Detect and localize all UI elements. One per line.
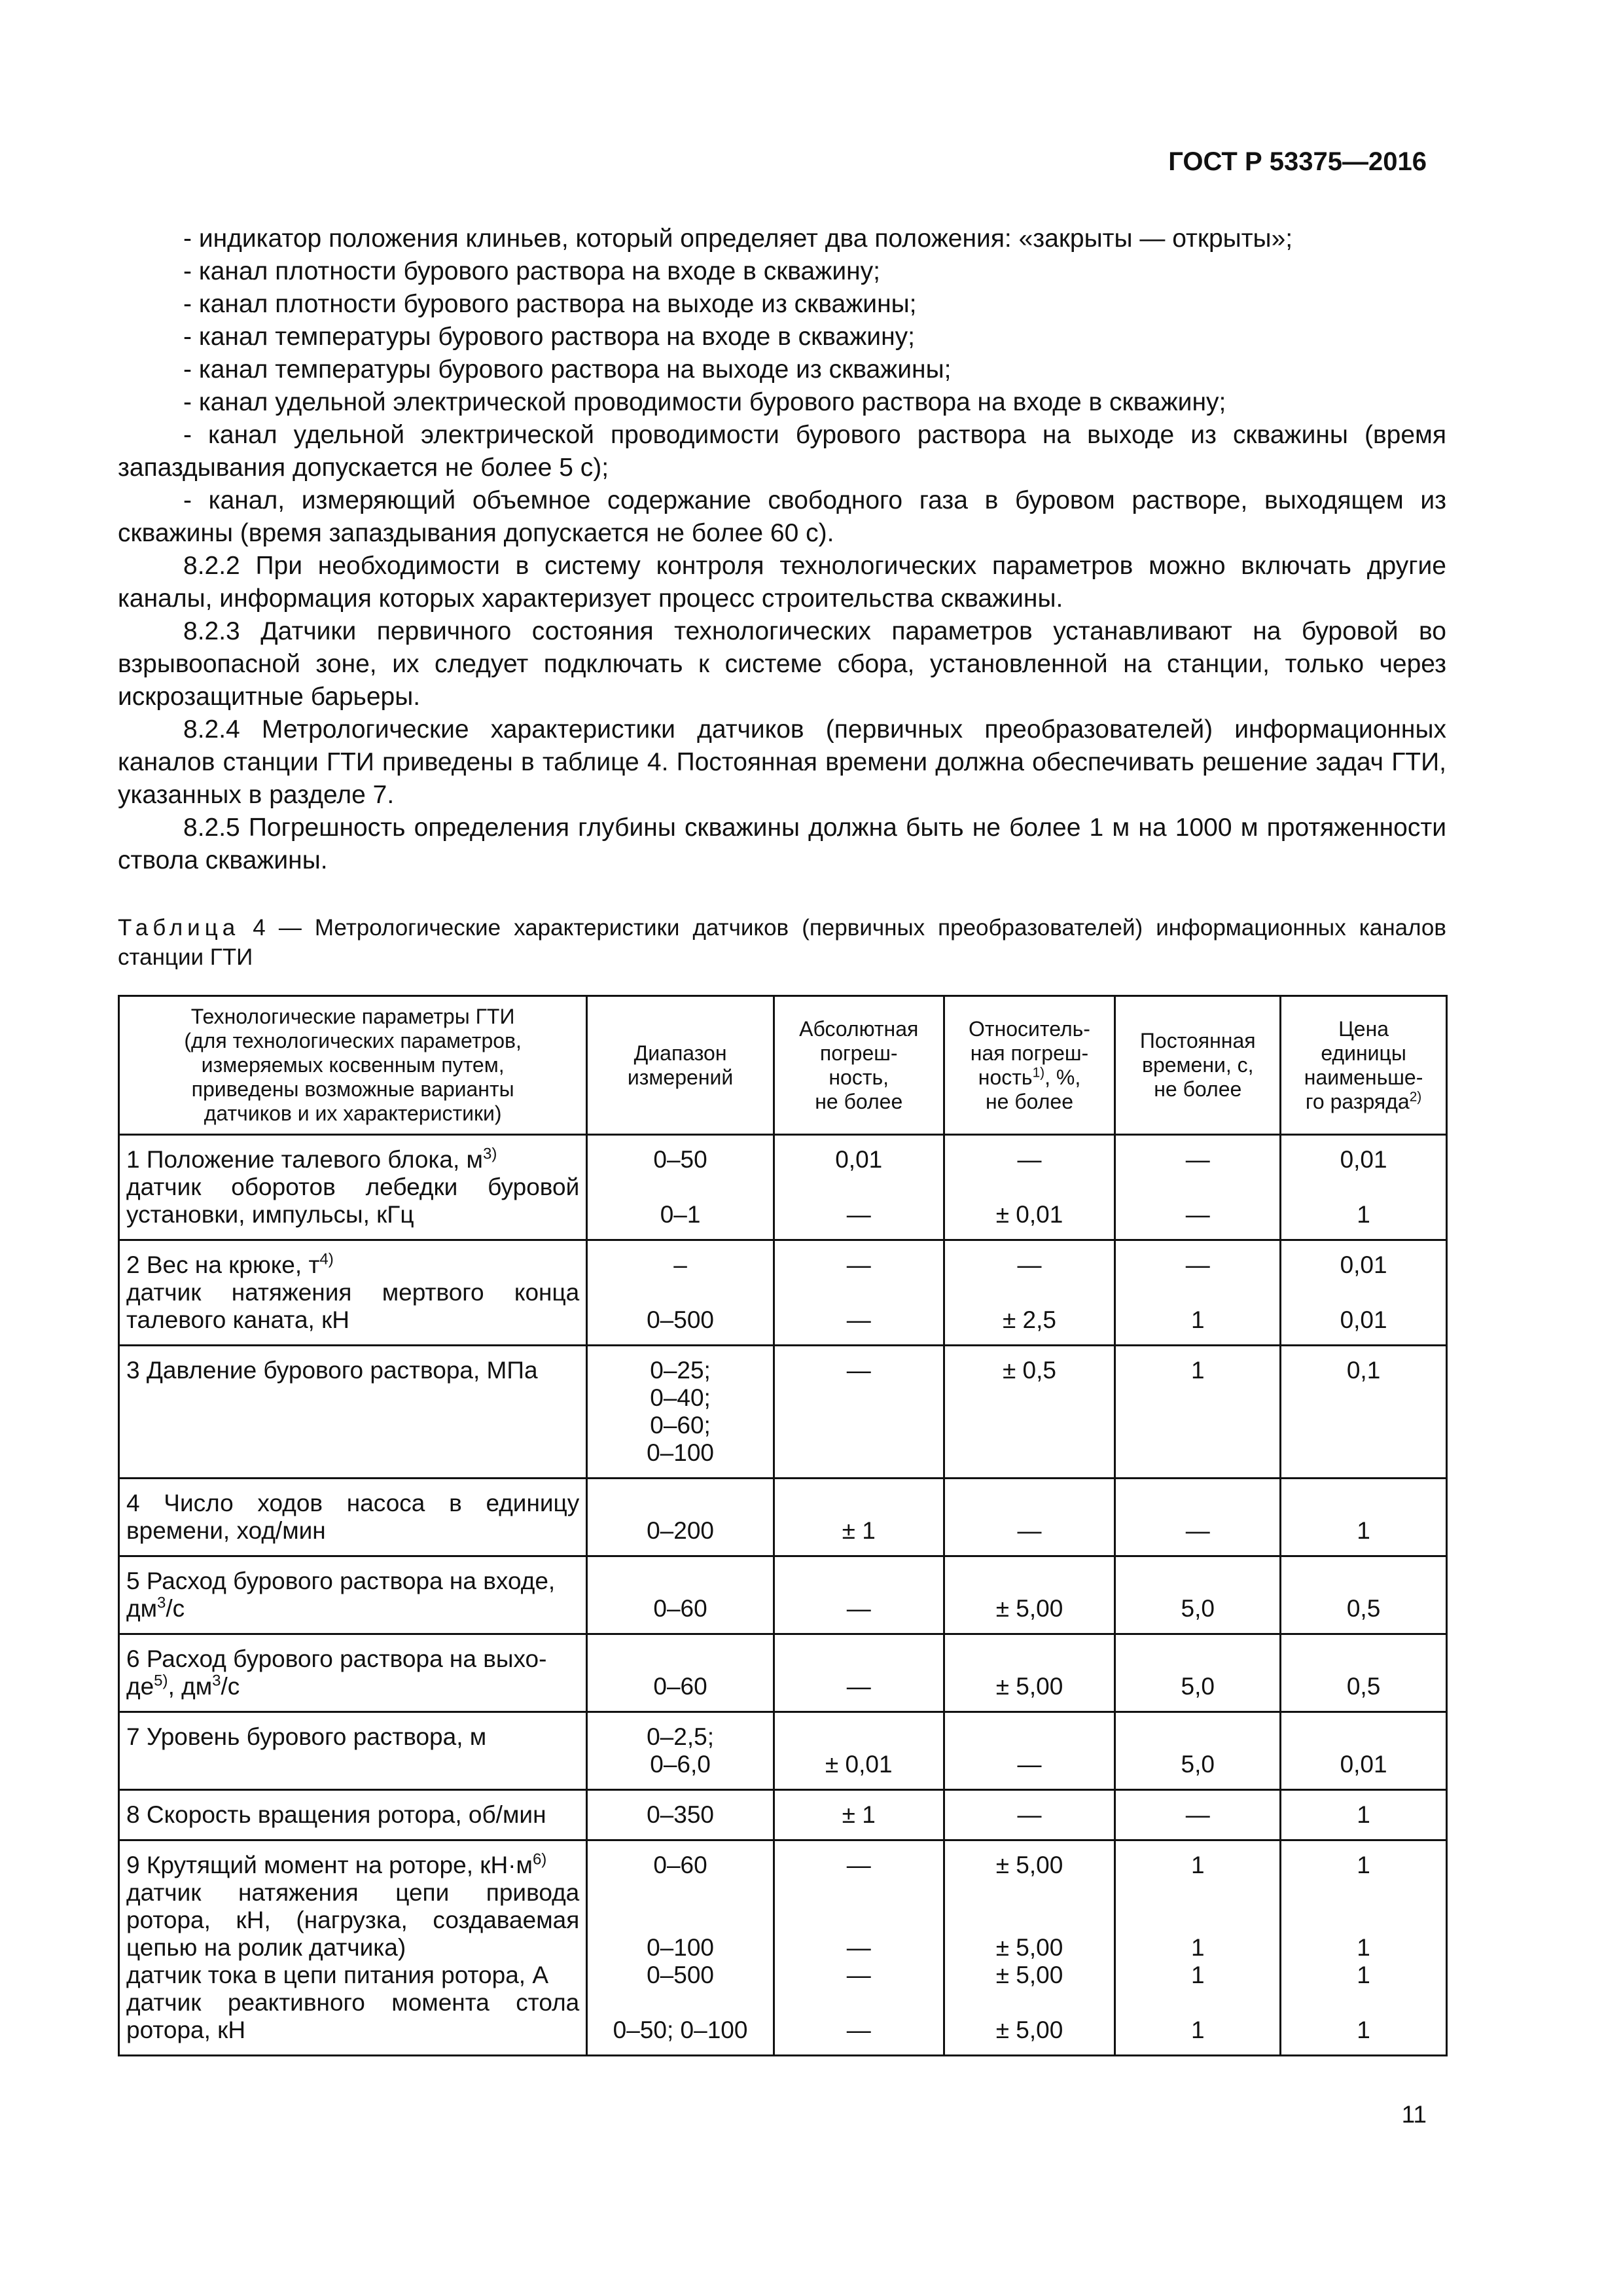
cell-division-value: 1	[1281, 1174, 1447, 1240]
paragraph-8-2-2: 8.2.2 При необходимости в систему контроля технологических параметров можно включать другие каналы, информация которых характеризует процесс строительства скважины.	[118, 552, 1446, 613]
header-range: Диапазон измерений	[587, 996, 774, 1135]
cell-parameter: 1 Положение талевого блока, $м^{3)}$	[119, 1135, 587, 1174]
cell-division-value: 1	[1281, 1879, 1447, 1962]
cell-relative-error: —	[944, 1240, 1115, 1280]
cell-division-value: 1	[1281, 1962, 1447, 1989]
cell-range: 0–100	[587, 1879, 774, 1962]
table-row	[119, 1989, 1447, 2056]
cell-absolute-error: —	[774, 1556, 944, 1634]
cell-absolute-error: —	[774, 1346, 944, 1479]
table-row	[119, 1962, 1447, 1989]
table-row	[119, 1479, 1447, 1556]
cell-range: 0–50	[587, 1135, 774, 1174]
table-row	[119, 1135, 1447, 1174]
cell-parameter: датчик тока в цепи питания ротора, А	[119, 1962, 587, 1989]
cell-range: 0–60	[587, 1634, 774, 1712]
cell-parameter: 2 Вес на крюке, $т^{4)}$	[119, 1240, 587, 1280]
cell-division-value: 1	[1281, 1790, 1447, 1840]
table-row	[119, 1174, 1447, 1240]
cell-time-constant: 1	[1115, 1989, 1281, 2056]
cell-range: 0–50; 0–100	[587, 1989, 774, 2056]
table-caption-text: 4 — Метрологические характеристики датчиков (первичных преобразователей) информационных каналов станции ГТИ	[118, 915, 1446, 970]
body-text	[118, 223, 1446, 877]
table-row	[119, 1279, 1447, 1346]
cell-absolute-error: ± 0,01	[774, 1712, 944, 1790]
bullet-item: - канал удельной электрической проводимости бурового раствора на выходе из скважины (время запаздывания допускается не более 5 с);	[118, 421, 1446, 482]
cell-relative-error: —	[944, 1479, 1115, 1556]
cell-division-value: 0,01	[1281, 1712, 1447, 1790]
table-row	[119, 1790, 1447, 1840]
cell-absolute-error: —	[774, 1879, 944, 1962]
cell-parameter: 5 Расход бурового раствора на входе, $дм^3/с$	[119, 1556, 587, 1634]
cell-relative-error: ± 5,00	[944, 1879, 1115, 1962]
header-relative-error: Относитель- ная погреш- ность$^{1)}$, %, не более	[944, 996, 1115, 1135]
table-caption	[118, 913, 1446, 972]
cell-division-value: 0,01	[1281, 1279, 1447, 1346]
cell-absolute-error: —	[774, 1989, 944, 2056]
cell-division-value: 0,01	[1281, 1240, 1447, 1280]
cell-range: 0–60	[587, 1840, 774, 1880]
cell-time-constant: 1	[1115, 1279, 1281, 1346]
cell-parameter: 9 Крутящий момент на роторе, $кН\cdot м^{6)}$	[119, 1840, 587, 1880]
cell-parameter: 3 Давление бурового раствора, МПа	[119, 1346, 587, 1479]
cell-parameter: датчик оборотов лебедки буровой установки, импульсы, кГц	[119, 1174, 587, 1240]
cell-parameter: датчик реактивного момента стола ротора, кН	[119, 1989, 587, 2056]
table-row	[119, 1712, 1447, 1790]
cell-range: –	[587, 1240, 774, 1280]
cell-absolute-error: —	[774, 1174, 944, 1240]
cell-absolute-error: —	[774, 1240, 944, 1280]
table-row	[119, 1240, 1447, 1280]
cell-division-value: 0,01	[1281, 1135, 1447, 1174]
cell-relative-error: ± 5,00	[944, 1989, 1115, 2056]
table-row	[119, 1879, 1447, 1962]
cell-time-constant: —	[1115, 1479, 1281, 1556]
cell-range: 0–25; 0–40; 0–60; 0–100	[587, 1346, 774, 1479]
cell-range: 0–2,5; 0–6,0	[587, 1712, 774, 1790]
cell-time-constant: 1	[1115, 1962, 1281, 1989]
header-division-value: Цена единицы наименьше- го разряда$^{2)}$	[1281, 996, 1447, 1135]
cell-time-constant: 1	[1115, 1879, 1281, 1962]
cell-absolute-error: —	[774, 1634, 944, 1712]
metrology-table	[118, 995, 1448, 2056]
header-parameters: Технологические параметры ГТИ (для технологических параметров, измеряемых косвенным путем, приведены возможные варианты датчиков и их характеристики)	[119, 996, 587, 1135]
cell-absolute-error: ± 1	[774, 1479, 944, 1556]
cell-division-value: 1	[1281, 1479, 1447, 1556]
cell-time-constant: 5,0	[1115, 1634, 1281, 1712]
cell-absolute-error: ± 1	[774, 1790, 944, 1840]
header-time-constant: Постоянная времени, с, не более	[1115, 996, 1281, 1135]
bullet-item: - канал плотности бурового раствора на выходе из скважины;	[183, 290, 917, 318]
cell-parameter: 4 Число ходов насоса в единицу времени, ход/мин	[119, 1479, 587, 1556]
cell-time-constant: —	[1115, 1174, 1281, 1240]
cell-range: 0–1	[587, 1174, 774, 1240]
bullet-item: - канал плотности бурового раствора на входе в скважину;	[183, 257, 880, 285]
cell-absolute-error: —	[774, 1279, 944, 1346]
cell-time-constant: —	[1115, 1240, 1281, 1280]
cell-range: 0–200	[587, 1479, 774, 1556]
cell-time-constant: —	[1115, 1790, 1281, 1840]
table-row	[119, 1346, 1447, 1479]
bullet-item: - канал, измеряющий объемное содержание свободного газа в буровом растворе, выходящем из скважины (время запаздывания допускается не более 60 с).	[118, 486, 1446, 547]
cell-range: 0–500	[587, 1962, 774, 1989]
cell-time-constant: 1	[1115, 1840, 1281, 1880]
cell-relative-error: —	[944, 1712, 1115, 1790]
bullet-item: - канал удельной электрической проводимости бурового раствора на входе в скважину;	[183, 388, 1226, 416]
cell-division-value: 1	[1281, 1840, 1447, 1880]
header-absolute-error: Абсолютная погреш- ность, не более	[774, 996, 944, 1135]
table-row	[119, 1556, 1447, 1634]
cell-absolute-error: —	[774, 1962, 944, 1989]
table-row	[119, 1840, 1447, 1880]
cell-parameter: 6 Расход бурового раствора на выхо- $де^{5)}$, $дм^3/с$	[119, 1634, 587, 1712]
cell-relative-error: ± 5,00	[944, 1556, 1115, 1634]
cell-time-constant: 5,0	[1115, 1712, 1281, 1790]
cell-parameter: 7 Уровень бурового раствора, м	[119, 1712, 587, 1790]
table-row	[119, 1634, 1447, 1712]
cell-relative-error: ± 5,00	[944, 1840, 1115, 1880]
cell-parameter: датчик натяжения мертвого конца талевого каната, кН	[119, 1279, 587, 1346]
document-id-header: ГОСТ Р 53375—2016	[1168, 147, 1427, 176]
cell-relative-error: ± 0,01	[944, 1174, 1115, 1240]
paragraph-8-2-4: 8.2.4 Метрологические характеристики датчиков (первичных преобразователей) информационных каналов станции ГТИ приведены в таблице 4. Постоянная времени должна обеспечивать решение задач ГТИ, указанных в разделе 7.	[118, 715, 1446, 809]
cell-time-constant: 1	[1115, 1346, 1281, 1479]
cell-relative-error: ± 5,00	[944, 1962, 1115, 1989]
cell-division-value: 0,5	[1281, 1634, 1447, 1712]
bullet-item: - индикатор положения клиньев, который определяет два положения: «закрыты — открыты»;	[183, 224, 1293, 253]
cell-range: 0–500	[587, 1279, 774, 1346]
cell-relative-error: ± 5,00	[944, 1634, 1115, 1712]
cell-relative-error: ± 0,5	[944, 1346, 1115, 1479]
table-header-row	[119, 996, 1447, 1135]
bullet-item: - канал температуры бурового раствора на входе в скважину;	[183, 323, 915, 351]
cell-absolute-error: —	[774, 1840, 944, 1880]
paragraph-8-2-3: 8.2.3 Датчики первичного состояния технологических параметров устанавливают на буровой во взрывоопасной зоне, их следует подключать к системе сбора, установленной на станции, только через искрозащитные барьеры.	[118, 617, 1446, 711]
cell-absolute-error: 0,01	[774, 1135, 944, 1174]
cell-division-value: 0,1	[1281, 1346, 1447, 1479]
cell-relative-error: —	[944, 1790, 1115, 1840]
cell-range: 0–60	[587, 1556, 774, 1634]
bullet-item: - канал температуры бурового раствора на выходе из скважины;	[183, 355, 952, 384]
cell-division-value: 0,5	[1281, 1556, 1447, 1634]
cell-parameter: 8 Скорость вращения ротора, об/мин	[119, 1790, 587, 1840]
paragraph-8-2-5: 8.2.5 Погрешность определения глубины скважины должна быть не более 1 м на 1000 м протяженности ствола скважины.	[118, 814, 1446, 874]
cell-parameter: датчик натяжения цепи привода ротора, кН, (нагрузка, создаваемая цепью на ролик датчика)	[119, 1879, 587, 1962]
cell-time-constant: 5,0	[1115, 1556, 1281, 1634]
cell-time-constant: —	[1115, 1135, 1281, 1174]
table-caption-label: Таблица	[118, 915, 240, 941]
cell-relative-error: ± 2,5	[944, 1279, 1115, 1346]
cell-range: 0–350	[587, 1790, 774, 1840]
page-number: 11	[1401, 2101, 1427, 2128]
cell-relative-error: —	[944, 1135, 1115, 1174]
cell-division-value: 1	[1281, 1989, 1447, 2056]
